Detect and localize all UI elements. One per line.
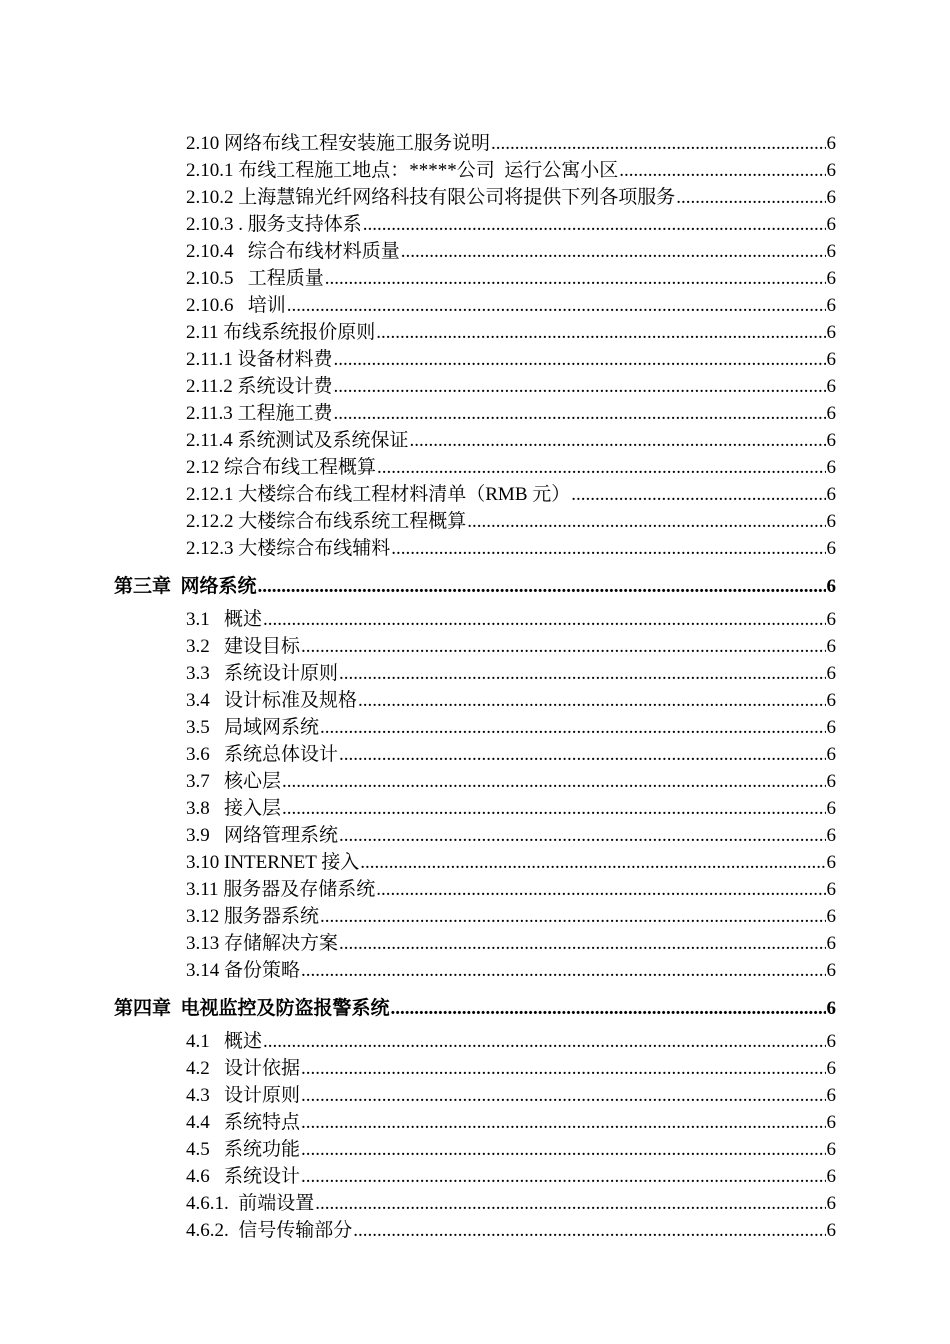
toc-page-number: 6: [826, 322, 836, 343]
toc-entry-title: 4.1 概述: [186, 1031, 263, 1052]
toc-page-number: 6: [826, 933, 836, 954]
toc-page-number: 6: [826, 1112, 836, 1133]
toc-entry-title: 4.6.1. 前端设置: [186, 1193, 315, 1214]
toc-leader-dots: [287, 295, 826, 317]
toc-entry-title: 2.12 综合布线工程概算: [186, 457, 377, 478]
toc-entry-title: 第四章 电视监控及防盗报警系统: [114, 998, 390, 1019]
toc-section-entry[interactable]: [186, 1026, 836, 1053]
toc-page-number: 6: [826, 1220, 836, 1241]
toc-page-number: 6: [826, 690, 836, 711]
toc-page-number: 6: [826, 214, 836, 235]
toc-entry-title: 2.10.1 布线工程施工地点：*****公司 运行公寓小区: [186, 160, 619, 181]
toc-leader-dots: [258, 576, 826, 598]
toc-section-entry[interactable]: [186, 182, 836, 209]
toc-chapter-entry[interactable]: [114, 568, 836, 598]
toc-section-entry[interactable]: [186, 452, 836, 479]
toc-page-number: 6: [826, 295, 836, 316]
toc-leader-dots: [320, 717, 825, 739]
toc-entry-title: 4.4 系统特点: [186, 1112, 301, 1133]
toc-page-number: 6: [826, 268, 836, 289]
toc-entry-title: 4.3 设计原则: [186, 1085, 301, 1106]
toc-entry-title: 2.10.5 工程质量: [186, 268, 324, 289]
toc-section-entry[interactable]: [186, 1161, 836, 1188]
toc-page-number: 6: [826, 906, 836, 927]
toc-entry-title: 第三章 网络系统: [114, 576, 257, 597]
toc-section-entry[interactable]: [186, 955, 836, 982]
toc-leader-dots: [339, 825, 825, 847]
toc-entry-title: 3.5 局域网系统: [186, 717, 320, 738]
toc-leader-dots: [301, 1058, 825, 1080]
toc-section-entry[interactable]: [186, 371, 836, 398]
toc-section-entry[interactable]: [186, 739, 836, 766]
toc-leader-dots: [334, 376, 826, 398]
toc-leader-dots: [376, 322, 825, 344]
toc-leader-dots: [391, 538, 825, 560]
toc-section-entry[interactable]: [186, 128, 836, 155]
toc-leader-dots: [376, 879, 825, 901]
toc-entry-title: 2.11.2 系统设计费: [186, 376, 333, 397]
toc-page-number: 6: [826, 349, 836, 370]
toc-page-number: 6: [826, 376, 836, 397]
toc-page-number: 6: [826, 798, 836, 819]
toc-entry-title: 3.11 服务器及存储系统: [186, 879, 376, 900]
toc-leader-dots: [301, 1139, 825, 1161]
toc-page-number: 6: [826, 609, 836, 630]
toc-section-entry[interactable]: [186, 874, 836, 901]
toc-entry-title: 3.13 存储解决方案: [186, 933, 339, 954]
toc-entry-title: 3.10 INTERNET 接入: [186, 852, 360, 873]
toc-page-number: 6: [826, 1166, 836, 1187]
toc-page-number: 6: [826, 663, 836, 684]
toc-section-entry[interactable]: [186, 793, 836, 820]
toc-section-entry[interactable]: [186, 901, 836, 928]
toc-section-entry[interactable]: [186, 928, 836, 955]
toc-page-number: 6: [826, 636, 836, 657]
toc-leader-dots: [467, 511, 825, 533]
toc-section-entry[interactable]: [186, 317, 836, 344]
toc-leader-dots: [491, 133, 825, 155]
toc-section-entry[interactable]: [186, 479, 836, 506]
toc-entry-title: 2.10 网络布线工程安装施工服务说明: [186, 133, 491, 154]
toc-section-entry[interactable]: [186, 155, 836, 182]
toc-entry-title: 2.11.4 系统测试及系统保证: [186, 430, 409, 451]
toc-section-entry[interactable]: [186, 263, 836, 290]
toc-section-entry[interactable]: [186, 1107, 836, 1134]
toc-leader-dots: [377, 457, 825, 479]
toc-section-entry[interactable]: [186, 1215, 836, 1242]
toc-entry-title: 2.12.3 大楼综合布线辅料: [186, 538, 391, 559]
toc-entry-title: 2.10.4 综合布线材料质量: [186, 241, 400, 262]
toc-leader-dots: [263, 1031, 825, 1053]
toc-leader-dots: [353, 1220, 825, 1242]
toc-leader-dots: [339, 933, 825, 955]
toc-leader-dots: [410, 430, 826, 452]
toc-section-entry[interactable]: [186, 236, 836, 263]
toc-leader-dots: [301, 636, 825, 658]
toc-page-number: 6: [826, 1193, 836, 1214]
toc-leader-dots: [282, 798, 825, 820]
toc-page-number: 6: [826, 187, 836, 208]
toc-section-entry[interactable]: [186, 820, 836, 847]
toc-leader-dots: [619, 160, 825, 182]
toc-page-number: 6: [826, 457, 836, 478]
toc-entry-title: 3.1 概述: [186, 609, 263, 630]
toc-page-number: 6: [826, 744, 836, 765]
toc-page-number: 6: [826, 403, 836, 424]
toc-entry-title: 2.11.1 设备材料费: [186, 349, 333, 370]
toc-section-entry[interactable]: [186, 631, 836, 658]
toc-entry-title: 2.10.3 . 服务支持体系: [186, 214, 362, 235]
toc-section-entry[interactable]: [186, 290, 836, 317]
toc-page-number: 6: [826, 133, 836, 154]
toc-entry-title: 4.6.2. 信号传输部分: [186, 1220, 353, 1241]
toc-section-entry[interactable]: [186, 425, 836, 452]
toc-leader-dots: [301, 960, 825, 982]
toc-leader-dots: [358, 690, 825, 712]
toc-section-entry[interactable]: [186, 658, 836, 685]
toc-page-number: 6: [826, 1085, 836, 1106]
toc-leader-dots: [339, 744, 825, 766]
toc-page-number: 6: [826, 430, 836, 451]
toc-page-number: 6: [826, 771, 836, 792]
toc-leader-dots: [334, 403, 826, 425]
toc-page-number: 6: [826, 576, 836, 597]
toc-leader-dots: [401, 241, 826, 263]
toc-entry-title: 3.4 设计标准及规格: [186, 690, 358, 711]
toc-page-number: 6: [826, 511, 836, 532]
toc-page-number: 6: [826, 1139, 836, 1160]
toc-page-number: 6: [826, 998, 836, 1019]
toc-section-entry[interactable]: [186, 398, 836, 425]
toc-leader-dots: [301, 1166, 825, 1188]
toc-section-entry[interactable]: [186, 712, 836, 739]
toc-page-number: 6: [826, 484, 836, 505]
toc-leader-dots: [360, 852, 825, 874]
toc-entry-title: 3.12 服务器系统: [186, 906, 320, 927]
toc-section-entry[interactable]: [186, 685, 836, 712]
toc-leader-dots: [391, 998, 826, 1020]
toc-leader-dots: [339, 663, 825, 685]
toc-entry-title: 2.10.6 培训: [186, 295, 286, 316]
toc-section-entry[interactable]: [186, 847, 836, 874]
toc-page-number: 6: [826, 241, 836, 262]
toc-section-entry[interactable]: [186, 604, 836, 631]
toc-page-number: 6: [826, 160, 836, 181]
toc-entry-title: 4.6 系统设计: [186, 1166, 301, 1187]
toc-section-entry[interactable]: [186, 766, 836, 793]
toc-section-entry[interactable]: [186, 1188, 836, 1215]
toc-leader-dots: [282, 771, 825, 793]
toc-chapter-entry[interactable]: [114, 990, 836, 1020]
toc-leader-dots: [301, 1085, 825, 1107]
toc-entry-title: 3.7 核心层: [186, 771, 282, 792]
toc-leader-dots: [571, 484, 825, 506]
toc-entry-title: 3.14 备份策略: [186, 960, 301, 981]
toc-entry-title: 2.11 布线系统报价原则: [186, 322, 376, 343]
toc-entry-title: 3.3 系统设计原则: [186, 663, 339, 684]
toc-page-number: 6: [826, 852, 836, 873]
toc-entry-title: 3.8 接入层: [186, 798, 282, 819]
toc-entry-title: 4.5 系统功能: [186, 1139, 301, 1160]
toc-leader-dots: [363, 214, 826, 236]
toc-section-entry[interactable]: [186, 1053, 836, 1080]
toc-page-number: 6: [826, 538, 836, 559]
toc-leader-dots: [676, 187, 825, 209]
toc-section-entry[interactable]: [186, 533, 836, 560]
toc-section-entry[interactable]: [186, 1080, 836, 1107]
table-of-contents: [0, 128, 950, 1242]
toc-section-entry[interactable]: [186, 209, 836, 236]
toc-leader-dots: [334, 349, 826, 371]
toc-entry-title: 3.6 系统总体设计: [186, 744, 339, 765]
toc-page-number: 6: [826, 879, 836, 900]
toc-leader-dots: [301, 1112, 825, 1134]
toc-leader-dots: [263, 609, 825, 631]
toc-entry-title: 3.2 建设目标: [186, 636, 301, 657]
toc-section-entry[interactable]: [186, 344, 836, 371]
toc-page-number: 6: [826, 1031, 836, 1052]
toc-leader-dots: [320, 906, 825, 928]
toc-entry-title: 2.12.1 大楼综合布线工程材料清单（RMB 元）: [186, 484, 571, 505]
toc-page-number: 6: [826, 717, 836, 738]
toc-leader-dots: [325, 268, 826, 290]
toc-entry-title: 2.12.2 大楼综合布线系统工程概算: [186, 511, 467, 532]
toc-section-entry[interactable]: [186, 1134, 836, 1161]
toc-entry-title: 2.11.3 工程施工费: [186, 403, 333, 424]
toc-page-number: 6: [826, 1058, 836, 1079]
toc-entry-title: 3.9 网络管理系统: [186, 825, 339, 846]
toc-entry-title: 4.2 设计依据: [186, 1058, 301, 1079]
toc-page-number: 6: [826, 960, 836, 981]
toc-entry-title: 2.10.2 上海慧锦光纤网络科技有限公司将提供下列各项服务: [186, 187, 676, 208]
toc-section-entry[interactable]: [186, 506, 836, 533]
toc-page-number: 6: [826, 825, 836, 846]
toc-leader-dots: [315, 1193, 825, 1215]
